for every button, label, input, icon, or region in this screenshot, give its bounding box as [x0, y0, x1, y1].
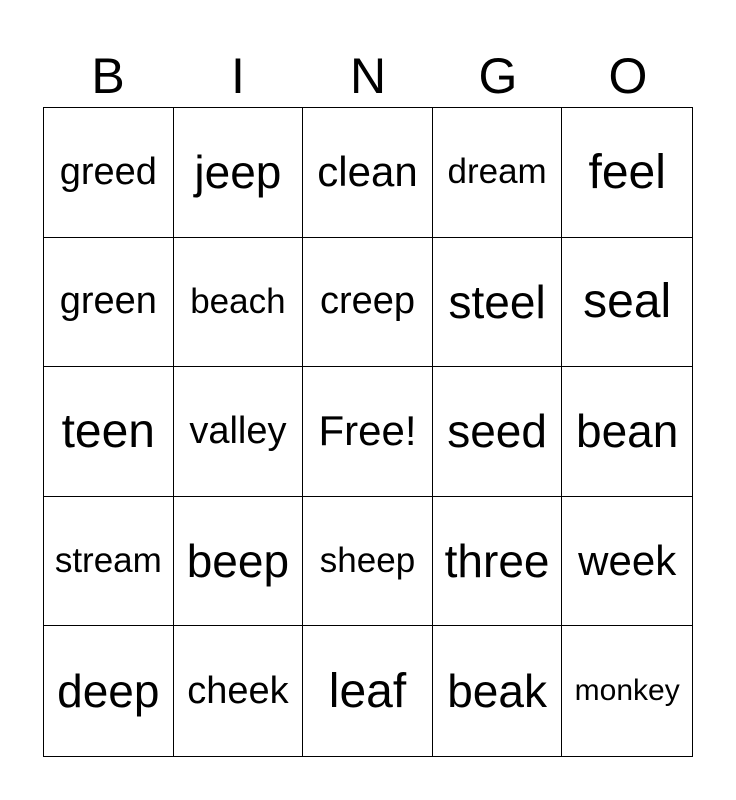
bingo-cell[interactable]: leaf	[303, 626, 433, 756]
bingo-cell[interactable]: clean	[303, 108, 433, 238]
header-letter-o: O	[608, 48, 648, 104]
bingo-cell[interactable]: valley	[174, 367, 304, 497]
header-letter-n: N	[349, 48, 387, 104]
bingo-cell[interactable]: feel	[562, 108, 692, 238]
bingo-cell[interactable]: week	[562, 497, 692, 627]
free-space-cell[interactable]: Free!	[303, 367, 433, 497]
bingo-cell[interactable]: monkey	[574, 674, 680, 708]
bingo-cell[interactable]: steel	[433, 238, 563, 368]
bingo-cell[interactable]: beach	[174, 238, 304, 368]
bingo-cell[interactable]: teen	[44, 367, 174, 497]
bingo-cell[interactable]: seed	[433, 367, 563, 497]
bingo-cell[interactable]: cheek	[174, 626, 304, 756]
bingo-cell[interactable]: stream	[44, 497, 174, 627]
header-letter-g: G	[478, 48, 518, 104]
bingo-cell[interactable]: bean	[562, 367, 692, 497]
bingo-cell[interactable]: creep	[303, 238, 433, 368]
bingo-card	[43, 107, 693, 757]
header-letter-b: B	[91, 48, 125, 104]
bingo-cell[interactable]: seal	[562, 238, 692, 368]
bingo-cell[interactable]: beak	[433, 626, 563, 756]
bingo-header	[43, 44, 693, 108]
bingo-cell[interactable]: beep	[174, 497, 304, 627]
bingo-cell[interactable]: sheep	[303, 497, 433, 627]
bingo-cell[interactable]: green	[44, 238, 174, 368]
bingo-cell[interactable]: deep	[44, 626, 174, 756]
bingo-cell[interactable]: three	[433, 497, 563, 627]
bingo-cell[interactable]: greed	[44, 108, 174, 238]
header-letter-i: I	[231, 48, 245, 104]
bingo-cell[interactable]: jeep	[174, 108, 304, 238]
bingo-cell[interactable]: dream	[433, 108, 563, 238]
